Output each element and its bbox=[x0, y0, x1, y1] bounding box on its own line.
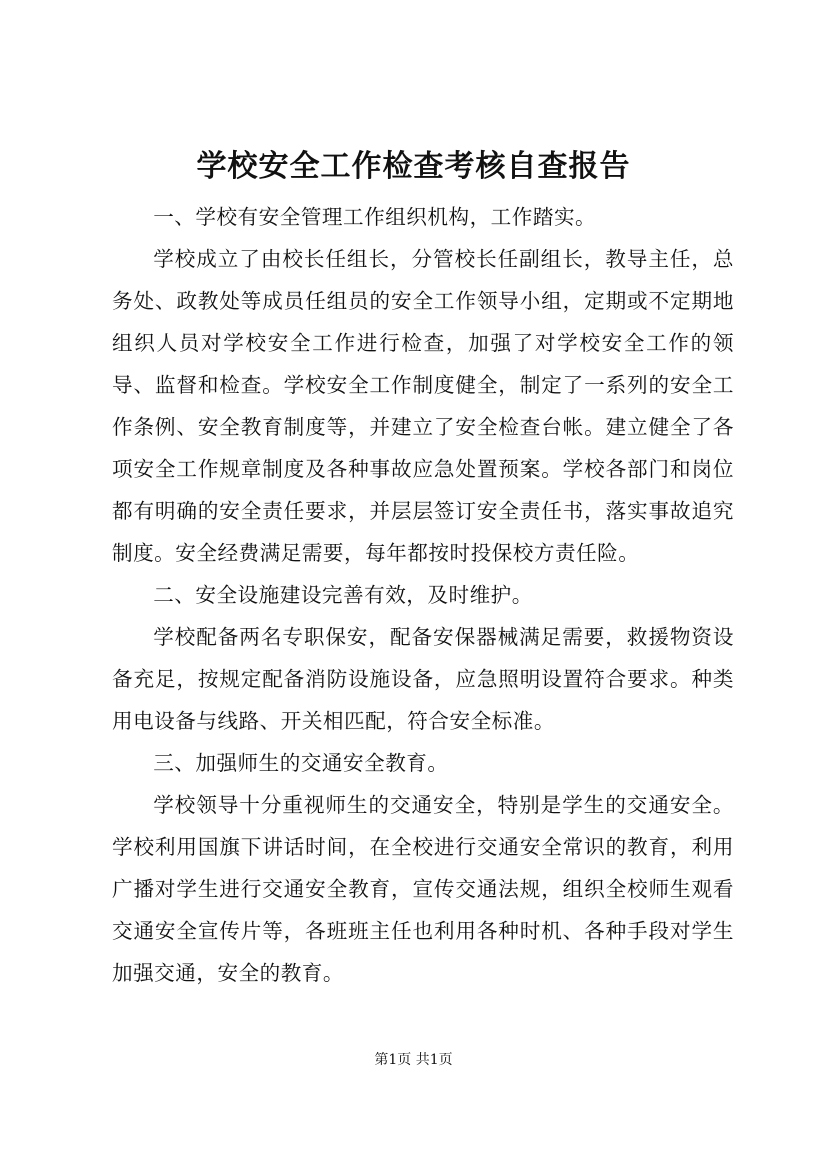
page-number-footer: 第1页 共1页 bbox=[374, 1052, 453, 1068]
document-title: 学校安全工作检查考核自查报告 bbox=[196, 149, 631, 184]
section-heading-1: 一、学校有安全管理工作组织机构，工作踏实。 bbox=[153, 205, 597, 229]
section-heading-3: 三、加强师生的交通安全教育。 bbox=[153, 751, 449, 775]
body-paragraph-3: 学校领导十分重视师生的交通安全，特别是学生的交通安全。学校利用国旗下讲话时间，在全校进行交通安全常识的教育，利用广播对学生进行交通安全教育，宣传交通法规，组织全校师生观看交通安全宣传片等，各班班主任也利用各种时机、各种手段对学生加强交通，安全的教育。 bbox=[112, 793, 734, 985]
body-paragraph-2: 学校配备两名专职保安，配备安保器械满足需要，救援物资设备充足，按规定配备消防设施设备，应急照明设置符合要求。种类用电设备与线路、开关相匹配，符合安全标准。 bbox=[112, 625, 734, 733]
body-paragraph-1: 学校成立了由校长任组长，分管校长任副组长，教导主任，总务处、政教处等成员任组员的安全工作领导小组，定期或不定期地组织人员对学校安全工作进行检查，加强了对学校安全工作的领导、监督和检查。学校安全工作制度健全，制定了一系列的安全工作条例、安全教育制度等，并建立了安全检查台帐。建立健全了各项安全工作规章制度及各种事故应急处置预案。学校各部门和岗位都有明确的安全责任要求，并层层签订安全责任书，落实事故追究制度。安全经费满足需要，每年都按时投保校方责任险。 bbox=[112, 247, 734, 565]
section-heading-2: 二、安全设施建设完善有效，及时维护。 bbox=[153, 583, 533, 607]
document-body bbox=[112, 196, 734, 994]
